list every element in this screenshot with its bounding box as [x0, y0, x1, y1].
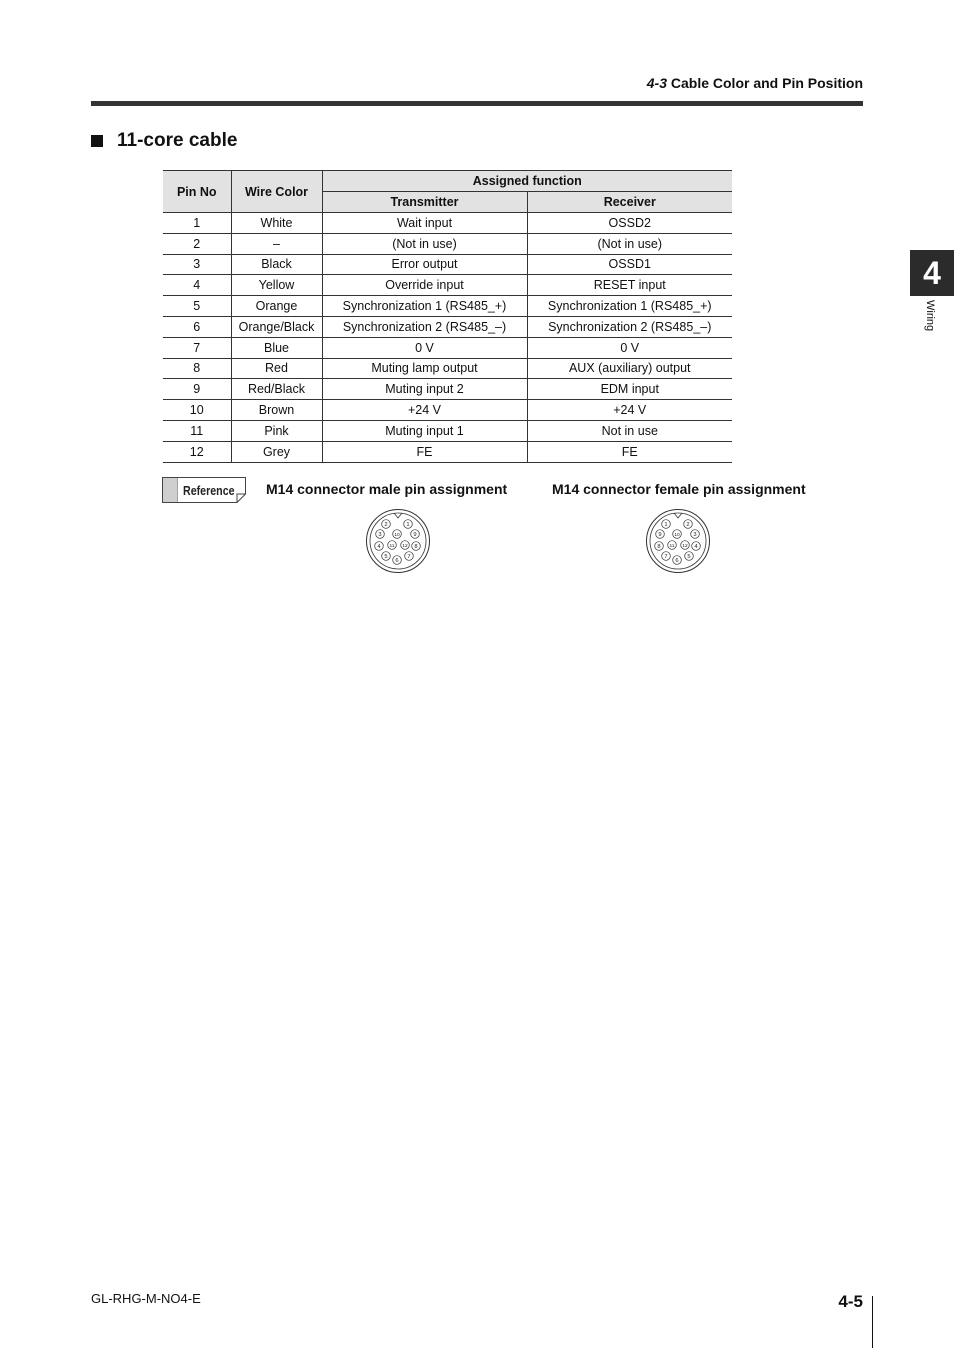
wire-color-cell: Red/Black	[231, 379, 322, 400]
male-pin-label: 10	[394, 533, 400, 538]
transmitter-cell: Override input	[322, 275, 527, 296]
wire-color-cell: Yellow	[231, 275, 322, 296]
receiver-cell: Synchronization 1 (RS485_+)	[527, 296, 732, 317]
female-connector-title: M14 connector female pin assignment	[552, 481, 806, 497]
table-row	[163, 275, 732, 296]
male-pin-label: 4	[377, 544, 381, 550]
receiver-cell: Not in use	[527, 420, 732, 441]
receiver-cell: 0 V	[527, 337, 732, 358]
pin-cell: 2	[163, 233, 231, 254]
pin-table-body	[163, 213, 732, 463]
male-pin-label: 11	[389, 544, 395, 549]
female-pin-label: 12	[682, 544, 688, 549]
running-header	[647, 75, 863, 91]
transmitter-cell: Muting lamp output	[322, 358, 527, 379]
receiver-cell: (Not in use)	[527, 233, 732, 254]
pin-cell: 10	[163, 400, 231, 421]
section-heading	[91, 130, 237, 152]
chapter-label: Wiring	[924, 300, 936, 332]
table-row	[163, 358, 732, 379]
transmitter-cell: Error output	[322, 254, 527, 275]
female-pin-label: 6	[675, 558, 679, 564]
receiver-cell: Synchronization 2 (RS485_–)	[527, 316, 732, 337]
header-wire-color: Wire Color	[231, 171, 322, 213]
transmitter-cell: 0 V	[322, 337, 527, 358]
reference-label: Reference	[183, 483, 235, 498]
male-connector-diagram	[365, 508, 431, 574]
pin-cell: 7	[163, 337, 231, 358]
square-bullet-icon	[91, 135, 103, 147]
female-pin-label: 1	[664, 522, 668, 528]
male-pin-label: 3	[378, 532, 382, 538]
transmitter-cell: Wait input	[322, 213, 527, 234]
table-row	[163, 213, 732, 234]
table-row	[163, 254, 732, 275]
header-transmitter: Transmitter	[322, 192, 527, 213]
male-pin-label: 12	[402, 544, 408, 549]
male-pin-label: 7	[407, 554, 411, 560]
female-pin-label: 11	[669, 544, 675, 549]
male-pin-label: 2	[384, 522, 388, 528]
transmitter-cell: FE	[322, 441, 527, 462]
table-row	[163, 233, 732, 254]
pin-cell: 11	[163, 420, 231, 441]
male-pin-label: 8	[414, 544, 418, 550]
section-title: Cable Color and Pin Position	[670, 75, 863, 91]
pin-cell: 6	[163, 316, 231, 337]
receiver-cell: EDM input	[527, 379, 732, 400]
table-row	[163, 400, 732, 421]
receiver-cell: OSSD1	[527, 254, 732, 275]
wire-color-cell: Blue	[231, 337, 322, 358]
pin-cell: 4	[163, 275, 231, 296]
receiver-cell: RESET input	[527, 275, 732, 296]
female-pin-label: 3	[693, 532, 697, 538]
wire-color-cell: Pink	[231, 420, 322, 441]
male-pin-label: 1	[406, 522, 410, 528]
receiver-cell: OSSD2	[527, 213, 732, 234]
male-pin-label: 5	[384, 554, 388, 560]
pin-cell: 1	[163, 213, 231, 234]
transmitter-cell: Synchronization 1 (RS485_+)	[322, 296, 527, 317]
transmitter-cell: (Not in use)	[322, 233, 527, 254]
female-pin-label: 10	[674, 533, 680, 538]
pin-cell: 9	[163, 379, 231, 400]
header-receiver: Receiver	[527, 192, 732, 213]
transmitter-cell: +24 V	[322, 400, 527, 421]
transmitter-cell: Synchronization 2 (RS485_–)	[322, 316, 527, 337]
document-code: GL-RHG-M-NO4-E	[91, 1291, 201, 1306]
table-row	[163, 420, 732, 441]
pin-cell: 8	[163, 358, 231, 379]
female-pin-label: 7	[664, 554, 668, 560]
pin-cell: 3	[163, 254, 231, 275]
wire-color-cell: Brown	[231, 400, 322, 421]
wire-color-cell: Orange/Black	[231, 316, 322, 337]
header-rule	[91, 101, 863, 106]
table-row	[163, 296, 732, 317]
pin-cell: 5	[163, 296, 231, 317]
receiver-cell: +24 V	[527, 400, 732, 421]
header-pin-no: Pin No	[163, 171, 231, 213]
wire-color-cell: Orange	[231, 296, 322, 317]
wire-color-cell: Red	[231, 358, 322, 379]
pin-table	[163, 170, 732, 463]
page-number: 4-5	[838, 1292, 863, 1311]
table-row	[163, 379, 732, 400]
receiver-cell: AUX (auxiliary) output	[527, 358, 732, 379]
female-pin-label: 9	[658, 532, 662, 538]
female-pin-label: 4	[694, 544, 698, 550]
transmitter-cell: Muting input 1	[322, 420, 527, 441]
header-assigned-function: Assigned function	[322, 171, 732, 192]
section-number: 4-3	[646, 75, 667, 91]
chapter-number: 4	[923, 254, 941, 291]
female-pin-label: 2	[686, 522, 690, 528]
male-connector-title: M14 connector male pin assignment	[266, 481, 508, 497]
wire-color-cell: White	[231, 213, 322, 234]
chapter-tab	[910, 250, 954, 296]
male-pin-label: 9	[413, 532, 417, 538]
table-row	[163, 337, 732, 358]
table-row	[163, 441, 732, 462]
female-connector-diagram	[645, 508, 711, 574]
pin-cell: 12	[163, 441, 231, 462]
transmitter-cell: Muting input 2	[322, 379, 527, 400]
wire-color-cell: –	[231, 233, 322, 254]
wire-color-cell: Black	[231, 254, 322, 275]
wire-color-cell: Grey	[231, 441, 322, 462]
female-pin-label: 5	[687, 554, 691, 560]
section-heading-text: 11-core cable	[117, 130, 238, 151]
table-row	[163, 316, 732, 337]
page-rule	[872, 1296, 873, 1348]
receiver-cell: FE	[527, 441, 732, 462]
male-pin-label: 6	[395, 558, 399, 564]
female-pin-label: 8	[657, 544, 661, 550]
